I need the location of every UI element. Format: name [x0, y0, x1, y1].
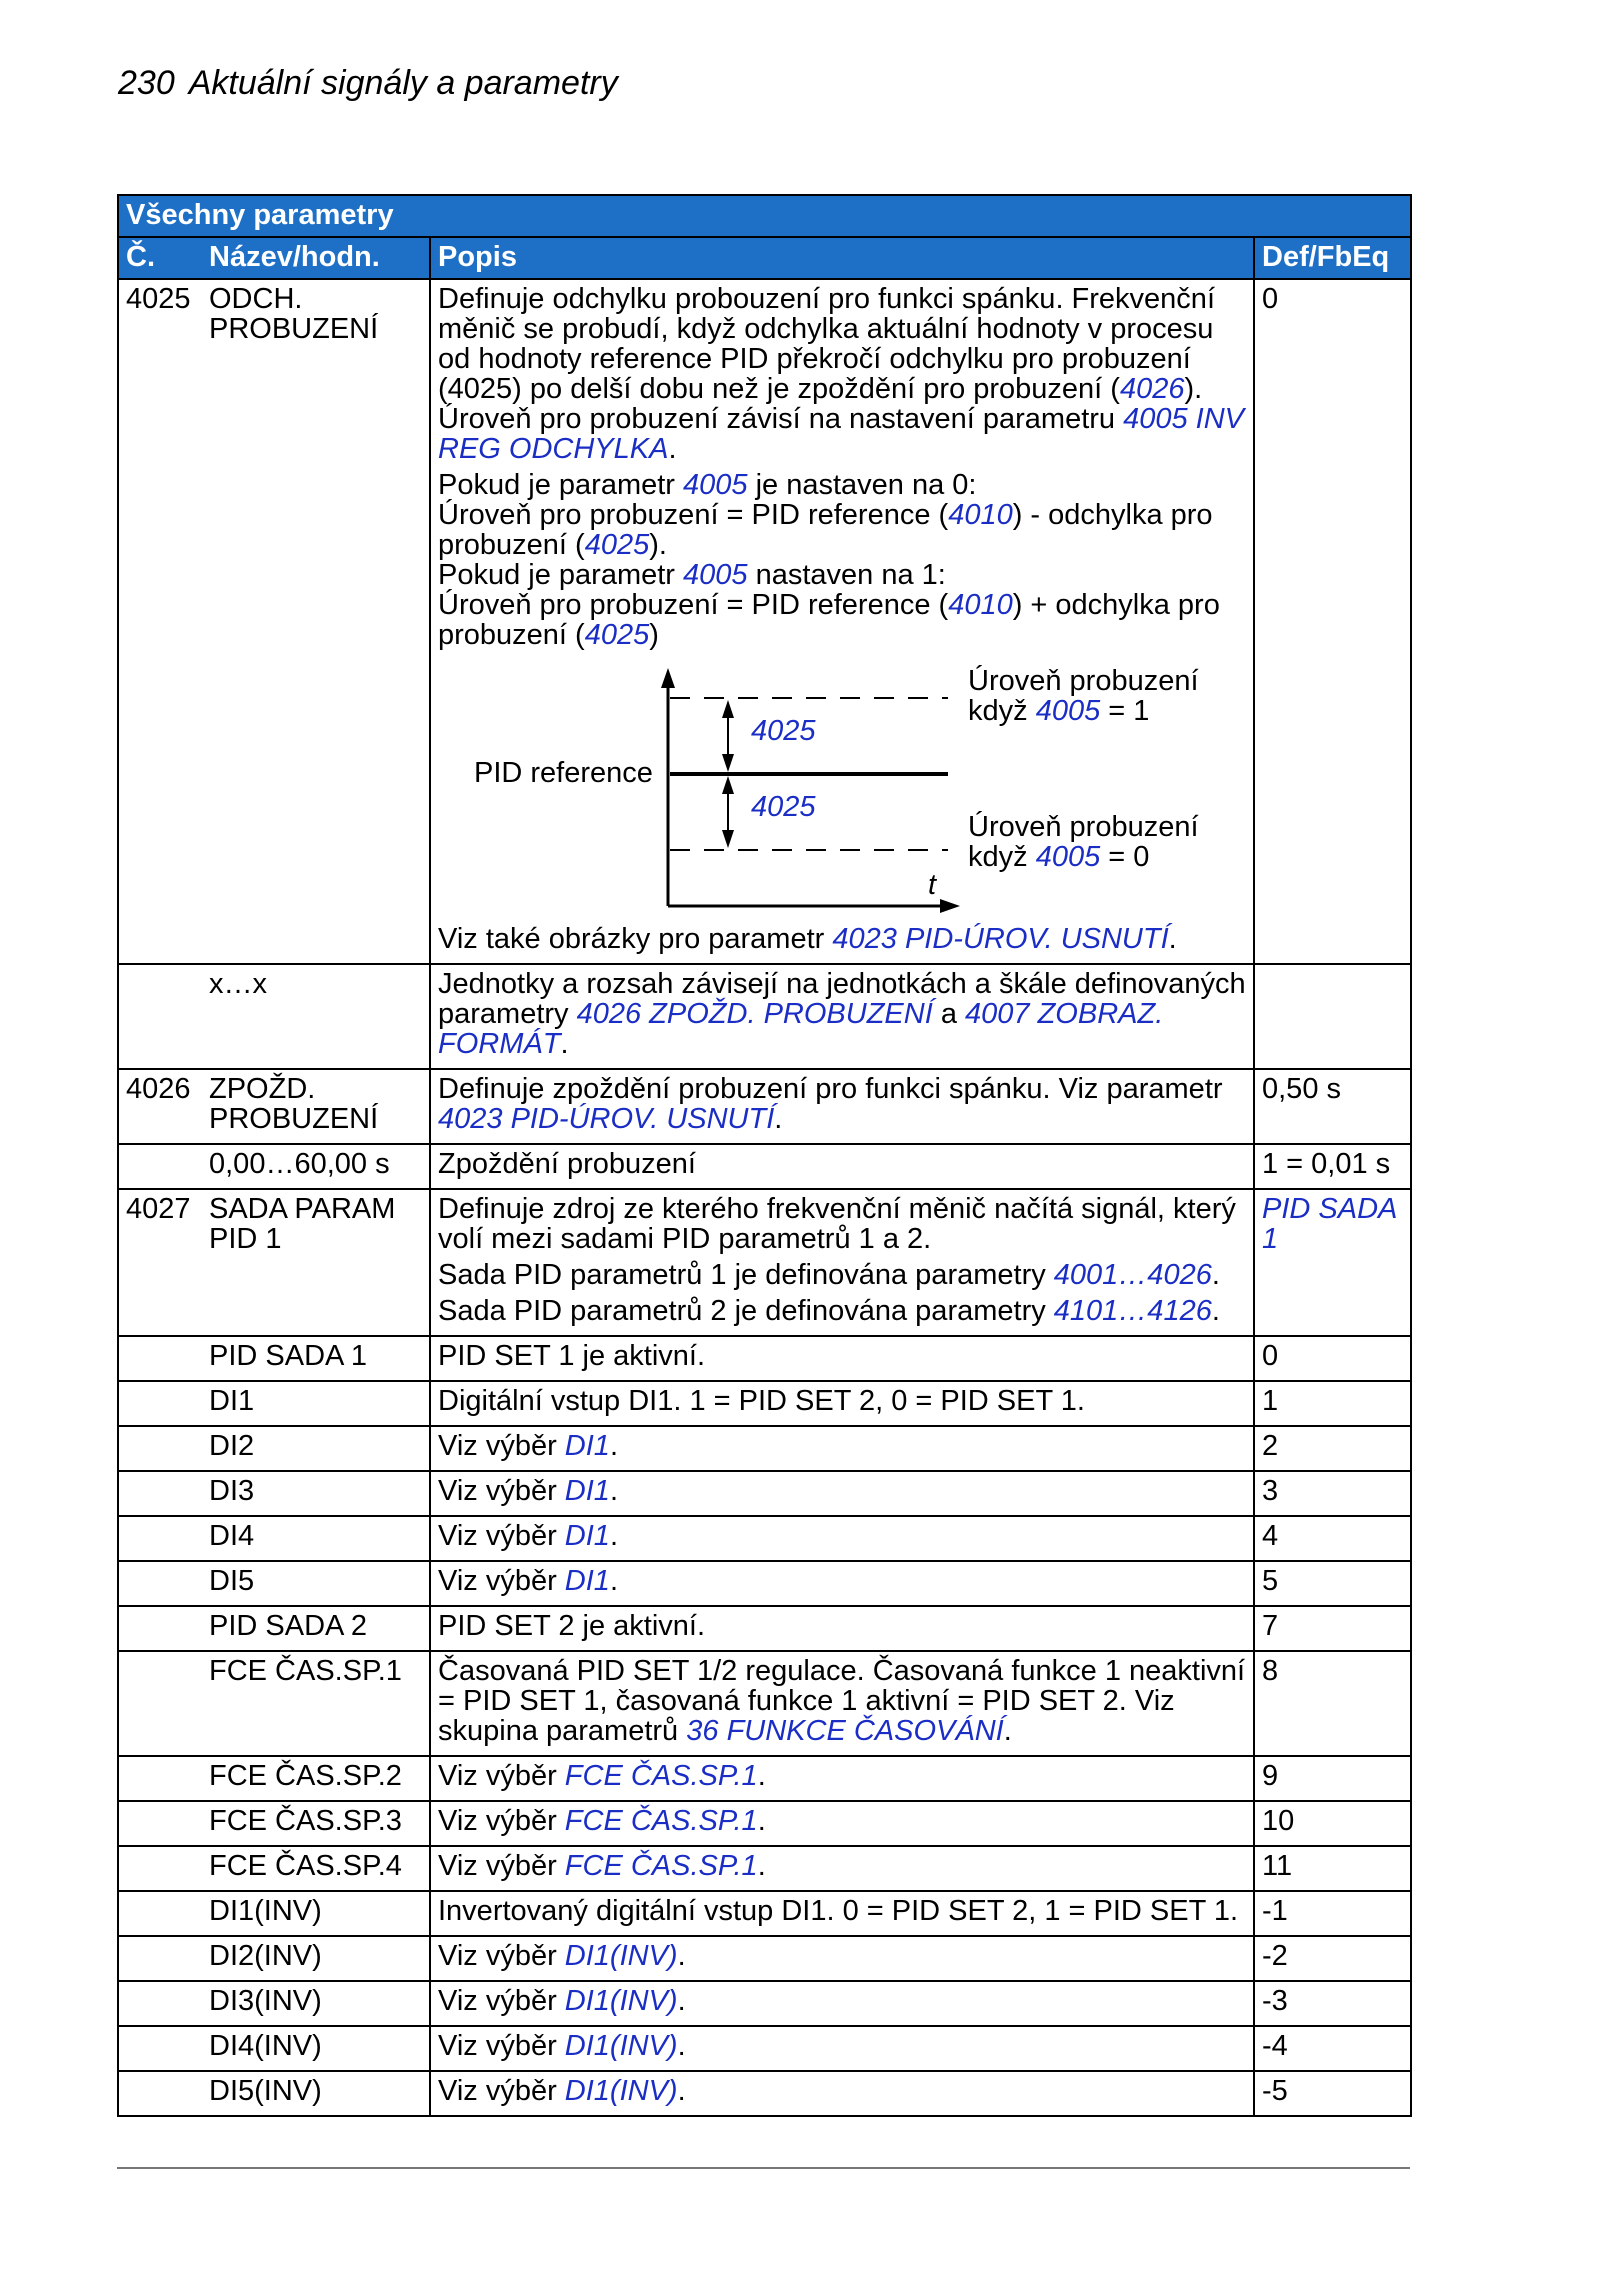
param-link[interactable]: 4005: [1035, 695, 1101, 727]
param-number: 4026: [118, 1069, 202, 1144]
option-link[interactable]: FCE ČAS.SP.1: [564, 1850, 758, 1882]
option-name: DI1(INV): [202, 1891, 430, 1936]
option-value: 2: [1254, 1426, 1411, 1471]
option-value: -5: [1254, 2071, 1411, 2116]
table-header-row: [118, 237, 1411, 279]
param-description: [430, 279, 1254, 964]
desc-text: ): [649, 619, 659, 651]
desc-text: .: [1211, 1295, 1220, 1327]
option-description: [430, 1801, 1254, 1846]
empty-cell: [118, 1606, 202, 1651]
label-text: = 0: [1100, 841, 1150, 873]
param-link[interactable]: 4026: [1119, 373, 1185, 405]
option-description: [430, 2026, 1254, 2071]
desc-text: .: [560, 1028, 569, 1060]
pid-reference-label: PID reference: [474, 757, 653, 789]
option-link[interactable]: 36 FUNKCE ČASOVÁNÍ: [686, 1715, 1004, 1747]
desc-text: .: [677, 2075, 686, 2107]
option-description: [430, 1561, 1254, 1606]
option-value: 3: [1254, 1471, 1411, 1516]
option-description: [430, 2071, 1254, 2116]
label-text: když: [968, 695, 1036, 727]
desc-text: Viz výběr: [438, 1850, 565, 1882]
desc-text: Viz výběr: [438, 1760, 565, 1792]
option-value: 11: [1254, 1846, 1411, 1891]
table-row: [118, 1651, 1411, 1756]
desc-text: PID SET 1 je aktivní.: [438, 1340, 706, 1372]
desc-text: .: [1168, 923, 1177, 955]
param-default[interactable]: PID SADA 1: [1254, 1189, 1411, 1336]
desc-text: .: [1003, 1715, 1012, 1747]
desc-text: ).: [649, 529, 667, 561]
param-link[interactable]: 4025: [584, 619, 650, 651]
desc-text: Viz výběr: [438, 1520, 565, 1552]
empty-cell: [118, 1891, 202, 1936]
desc-text: Viz výběr: [438, 1985, 565, 2017]
arrow-head: [722, 776, 734, 794]
desc-text: .: [757, 1850, 766, 1882]
arrow-head: [722, 830, 734, 848]
param-link[interactable]: 4023 PID-ÚROV. USNUTÍ: [438, 1103, 775, 1135]
table-row: [118, 1471, 1411, 1516]
desc-text: je nastaven na 0:: [747, 469, 977, 501]
table-row: [118, 1426, 1411, 1471]
param-link[interactable]: 4001…4026: [1053, 1259, 1212, 1291]
desc-text: .: [668, 433, 677, 465]
y-axis-arrow: [661, 668, 675, 688]
table-row: [118, 1846, 1411, 1891]
option-link[interactable]: DI1: [564, 1565, 610, 1597]
label-text: Úroveň probuzení: [968, 811, 1199, 843]
option-value: 9: [1254, 1756, 1411, 1801]
option-value: 7: [1254, 1606, 1411, 1651]
param-link[interactable]: 4007 ZOBRAZ. FORMÁT: [438, 998, 1164, 1060]
option-name: DI3(INV): [202, 1981, 430, 2026]
option-description: [430, 1471, 1254, 1516]
option-description: [430, 1336, 1254, 1381]
desc-text: Viz výběr: [438, 1430, 565, 1462]
option-description: [430, 1936, 1254, 1981]
option-link[interactable]: FCE ČAS.SP.1: [564, 1805, 758, 1837]
desc-text: Viz výběr: [438, 1805, 565, 1837]
option-value: -4: [1254, 2026, 1411, 2071]
desc-text: Viz výběr: [438, 1475, 565, 1507]
page-title: Aktuální signály a parametry: [188, 64, 618, 102]
param-description: [430, 964, 1254, 1069]
option-name: DI1: [202, 1381, 430, 1426]
param-description: Zpoždění probuzení: [430, 1144, 1254, 1189]
option-name: DI2: [202, 1426, 430, 1471]
desc-text: Jednotky a rozsah závisejí na jednotkách a škále definovaných parametry: [438, 968, 1246, 1030]
param-number: 4027: [118, 1189, 202, 1336]
param-number: 4025: [118, 279, 202, 964]
page-number: 230: [118, 64, 175, 102]
param-range: x…x: [202, 964, 430, 1069]
table-row: [118, 1981, 1411, 2026]
desc-text: .: [774, 1103, 783, 1135]
option-link[interactable]: DI1: [564, 1475, 610, 1507]
param-default: [1254, 964, 1411, 1069]
empty-cell: [118, 1516, 202, 1561]
option-description: [430, 1426, 1254, 1471]
table-row: [118, 1891, 1411, 1936]
desc-text: .: [609, 1430, 618, 1462]
empty-cell: [118, 1936, 202, 1981]
option-name: FCE ČAS.SP.4: [202, 1846, 430, 1891]
option-name: DI4(INV): [202, 2026, 430, 2071]
desc-text: Viz výběr: [438, 1940, 565, 1972]
option-name: FCE ČAS.SP.1: [202, 1651, 430, 1756]
desc-text: Viz výběr: [438, 1565, 565, 1597]
param-link[interactable]: 4101…4126: [1053, 1295, 1212, 1327]
upper-level-label: [968, 666, 1199, 726]
option-name: DI5(INV): [202, 2071, 430, 2116]
empty-cell: [118, 1756, 202, 1801]
param-link[interactable]: 4005 INV REG ODCHYLKA: [438, 403, 1245, 465]
desc-text: PID SET 2 je aktivní.: [438, 1610, 706, 1642]
table-row: [118, 1069, 1411, 1144]
empty-cell: [118, 1801, 202, 1846]
empty-cell: [118, 964, 202, 1069]
option-value: 1: [1254, 1381, 1411, 1426]
time-axis-label: t: [928, 869, 937, 901]
option-value: 8: [1254, 1651, 1411, 1756]
option-description: [430, 1981, 1254, 2026]
table-row: [118, 2026, 1411, 2071]
x-axis-arrow: [940, 899, 960, 913]
desc-text: .: [609, 1565, 618, 1597]
desc-text: Definuje zpoždění probuzení pro funkci spánku. Viz parametr: [438, 1073, 1223, 1105]
param-name: ZPOŽD. PROBUZENÍ: [202, 1069, 430, 1144]
option-name: FCE ČAS.SP.2: [202, 1756, 430, 1801]
option-name: DI3: [202, 1471, 430, 1516]
param-description: [430, 1069, 1254, 1144]
option-description: [430, 1516, 1254, 1561]
table-title: Všechny parametry: [118, 195, 1411, 237]
option-value: -3: [1254, 1981, 1411, 2026]
param-link[interactable]: 4025: [584, 529, 650, 561]
option-description: [430, 1756, 1254, 1801]
desc-text: Viz také obrázky pro parametr: [438, 923, 833, 955]
arrow-head: [722, 754, 734, 772]
param-link[interactable]: 4026 ZPOŽD. PROBUZENÍ: [576, 998, 933, 1030]
option-name: FCE ČAS.SP.3: [202, 1801, 430, 1846]
option-link[interactable]: DI1(INV): [564, 1985, 678, 2017]
param-link[interactable]: 4005: [1035, 841, 1101, 873]
table-row: [118, 2071, 1411, 2116]
desc-text: Sada PID parametrů 2 je definována parametry: [438, 1295, 1054, 1327]
col-header-name: Název/hodn.: [202, 237, 430, 279]
desc-text: .: [609, 1475, 618, 1507]
option-link[interactable]: DI1(INV): [564, 2030, 678, 2062]
option-description: [430, 1606, 1254, 1651]
table-row: [118, 964, 1411, 1069]
option-link[interactable]: FCE ČAS.SP.1: [564, 1760, 758, 1792]
desc-text: .: [677, 2030, 686, 2062]
param-link[interactable]: 4023 PID-ÚROV. USNUTÍ: [832, 923, 1169, 955]
empty-cell: [118, 1651, 202, 1756]
option-value: 5: [1254, 1561, 1411, 1606]
option-value: 10: [1254, 1801, 1411, 1846]
desc-text: Sada PID parametrů 1 je definována parametry: [438, 1259, 1054, 1291]
table-row: [118, 1936, 1411, 1981]
empty-cell: [118, 1471, 202, 1516]
table-row: [118, 279, 1411, 964]
option-name: DI4: [202, 1516, 430, 1561]
param-name: ODCH. PROBUZENÍ: [202, 279, 430, 964]
desc-text: ) + odchylka pro probuzení (: [438, 589, 1220, 651]
param-description: [430, 1189, 1254, 1336]
option-link[interactable]: DI1: [564, 1520, 610, 1552]
empty-cell: [118, 1381, 202, 1426]
desc-text: Viz výběr: [438, 2030, 565, 2062]
col-header-no: Č.: [118, 237, 202, 279]
option-value: 4: [1254, 1516, 1411, 1561]
desc-text: .: [757, 1805, 766, 1837]
empty-cell: [118, 1426, 202, 1471]
desc-text: Viz výběr: [438, 2075, 565, 2107]
desc-text: ) - odchylka pro probuzení (: [438, 499, 1213, 561]
empty-cell: [118, 1846, 202, 1891]
desc-text: Úroveň pro probuzení = PID reference (: [438, 589, 949, 621]
empty-cell: [118, 2026, 202, 2071]
option-link[interactable]: DI1(INV): [564, 1940, 678, 1972]
table-row: [118, 1144, 1411, 1189]
option-link[interactable]: DI1(INV): [564, 2075, 678, 2107]
option-value: -2: [1254, 1936, 1411, 1981]
table-row: [118, 1756, 1411, 1801]
label-text: = 1: [1100, 695, 1150, 727]
desc-text: a: [932, 998, 966, 1030]
option-value: -1: [1254, 1891, 1411, 1936]
desc-text: Definuje zdroj ze kterého frekvenční měnič načítá signál, který volí mezi sadami PID parametrů 1 a 2.: [438, 1193, 1236, 1255]
option-name: DI5: [202, 1561, 430, 1606]
table-row: [118, 1561, 1411, 1606]
param-link[interactable]: 4010: [948, 499, 1013, 531]
param-link[interactable]: 4005: [683, 469, 748, 501]
desc-text: .: [677, 1985, 686, 2017]
empty-cell: [118, 2071, 202, 2116]
label-text: Úroveň probuzení: [968, 665, 1199, 697]
label-text: když: [968, 841, 1036, 873]
col-header-desc: Popis: [430, 237, 1254, 279]
desc-text: nastaven na 1:: [747, 559, 946, 591]
parameters-table: [117, 194, 1412, 2117]
option-value: 0: [1254, 1336, 1411, 1381]
desc-text: Pokud je parametr: [438, 469, 684, 501]
desc-text: Úroveň pro probuzení = PID reference (: [438, 499, 949, 531]
lower-level-label: [968, 812, 1199, 872]
desc-text: Pokud je parametr: [438, 559, 684, 591]
table-row: [118, 1381, 1411, 1426]
table-row: [118, 1516, 1411, 1561]
desc-text: .: [609, 1520, 618, 1552]
desc-text: .: [757, 1760, 766, 1792]
empty-cell: [118, 1561, 202, 1606]
param-default: 0,50 s: [1254, 1069, 1411, 1144]
param-name: SADA PARAM PID 1: [202, 1189, 430, 1336]
param-link[interactable]: 4010: [948, 589, 1013, 621]
arrow-head: [722, 700, 734, 718]
empty-cell: [118, 1981, 202, 2026]
param-link[interactable]: 4005: [683, 559, 748, 591]
page-header: [118, 64, 618, 103]
desc-text: Digitální vstup DI1. 1 = PID SET 2, 0 = PID SET 1.: [438, 1385, 1085, 1417]
table-row: [118, 1801, 1411, 1846]
empty-cell: [118, 1144, 202, 1189]
desc-text: Definuje odchylku probouzení pro funkci spánku. Frekvenční měnič se probudí, když odchylka aktuální hodnoty v procesu od hodnoty reference PID překročí odchylku pro probuzení (4025) po delší dobu než je zpoždění pro probuzení (: [438, 283, 1215, 405]
option-description: [430, 1381, 1254, 1426]
option-description: [430, 1846, 1254, 1891]
option-description: [430, 1891, 1254, 1936]
option-name: PID SADA 2: [202, 1606, 430, 1651]
desc-text: Časovaná PID SET 1/2 regulace. Časovaná funkce 1 neaktivní = PID SET 1, časovaná funkce 1 aktivní = PID SET 2. Viz skupina parametrů: [438, 1655, 1246, 1747]
option-name: DI2(INV): [202, 1936, 430, 1981]
table-row: [118, 1189, 1411, 1336]
wake-up-level-diagram: [438, 666, 1218, 916]
desc-text: .: [1211, 1259, 1220, 1291]
empty-cell: [118, 1336, 202, 1381]
table-title-row: [118, 195, 1411, 237]
param-default: 0: [1254, 279, 1411, 964]
option-link[interactable]: DI1: [564, 1430, 610, 1462]
table-row: [118, 1336, 1411, 1381]
option-description: [430, 1651, 1254, 1756]
desc-text: ). Úroveň pro probuzení závisí na nastavení parametru: [438, 373, 1203, 435]
bottom-rule: [117, 2167, 1410, 2169]
option-name: PID SADA 1: [202, 1336, 430, 1381]
lower-offset-value: 4025: [751, 791, 816, 823]
desc-text: Invertovaný digitální vstup DI1. 0 = PID SET 2, 1 = PID SET 1.: [438, 1895, 1239, 1927]
param-default: 1 = 0,01 s: [1254, 1144, 1411, 1189]
table-row: [118, 1606, 1411, 1651]
param-range: 0,00…60,00 s: [202, 1144, 430, 1189]
col-header-def: Def/FbEq: [1254, 237, 1411, 279]
desc-text: .: [677, 1940, 686, 1972]
upper-offset-value: 4025: [751, 715, 816, 747]
